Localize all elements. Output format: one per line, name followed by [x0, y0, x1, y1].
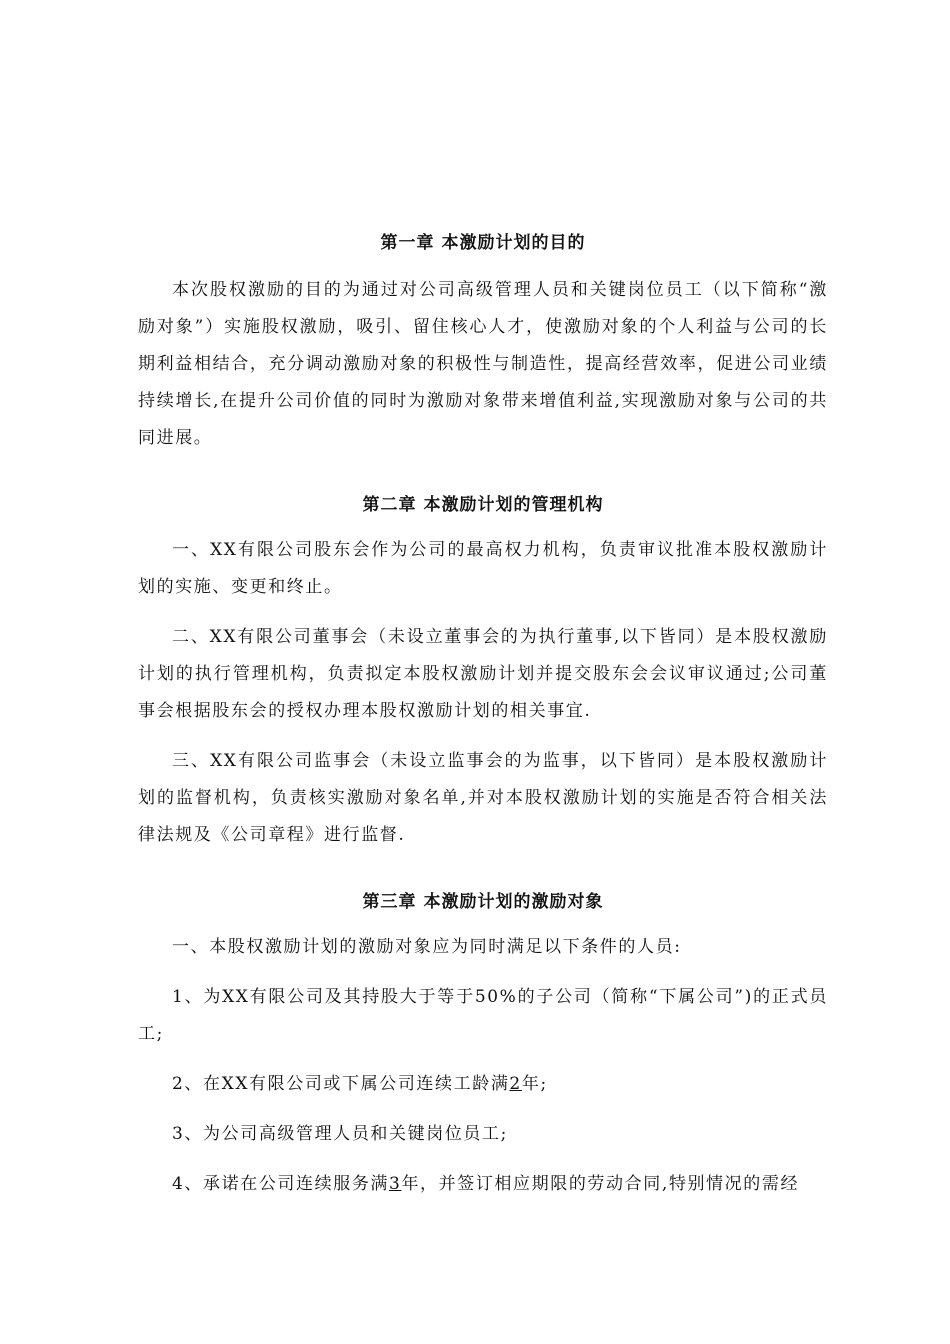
chapter2-title: 第二章 本激励计划的管理机构	[362, 495, 604, 515]
chapter3-item-4	[138, 1166, 828, 1203]
item-2-text-before: 2、在XX有限公司或下属公司连续工龄满	[172, 1074, 510, 1094]
item-2-text-after: 年;	[521, 1074, 548, 1094]
chapter1-paragraph: 本次股权激励的目的为通过对公司高级管理人员和关键岗位员工（以下简称“激励对象”）实施股权激励，吸引、留住核心人才，使激励对象的个人利益与公司的长期利益相结合，充分调动激励对象的积极性与制造性，提高经营效率，促进公司业绩持续增长,在提升公司价值的同时为激励对象带来增值利益,实现激励对象与公司的共同进展。	[138, 280, 828, 448]
chapter3-title: 第三章 本激励计划的激励对象	[362, 892, 604, 912]
chapter3-item-3: 3、为公司高级管理人员和关键岗位员工;	[172, 1124, 508, 1144]
item-4-text-before: 4、承诺在公司连续服务满	[172, 1174, 390, 1194]
chapter3-intro: 一、本股权激励计划的激励对象应为同时满足以下条件的人员:	[172, 937, 682, 957]
item-4-text-after: 年，并签订相应期限的劳动合同,特别情况的需经	[401, 1174, 800, 1194]
chapter1-title: 第一章 本激励计划的目的	[380, 233, 586, 253]
chapter2-paragraph-1: 一、XX有限公司股东会作为公司的最高权力机构，负责审议批准本股权激励计划的实施、变更和终止。	[138, 540, 828, 597]
document-page	[138, 228, 828, 1203]
chapter2-paragraph-3: 三、XX有限公司监事会（未设立监事会的为监事，以下皆同）是本股权激励计划的监督机构，负责核实激励对象名单,并对本股权激励计划的实施是否符合相关法律法规及《公司章程》进行监督.	[138, 751, 828, 845]
chapter3-item-2	[138, 1066, 828, 1103]
item-4-years-value: 3	[389, 1174, 402, 1194]
chapter3-item-1: 1、为XX有限公司及其持股大于等于50%的子公司（简称“下属公司”)的正式员工;	[138, 987, 828, 1044]
item-2-years-value: 2	[509, 1074, 522, 1094]
chapter2-paragraph-2: 二、XX有限公司董事会（未设立董事会的为执行董事,以下皆同）是本股权激励计划的执行管理机构，负责拟定本股权激励计划并提交股东会会议审议通过;公司董事会根据股东会的授权办理本股权激励计划的相关事宜.	[138, 627, 828, 721]
